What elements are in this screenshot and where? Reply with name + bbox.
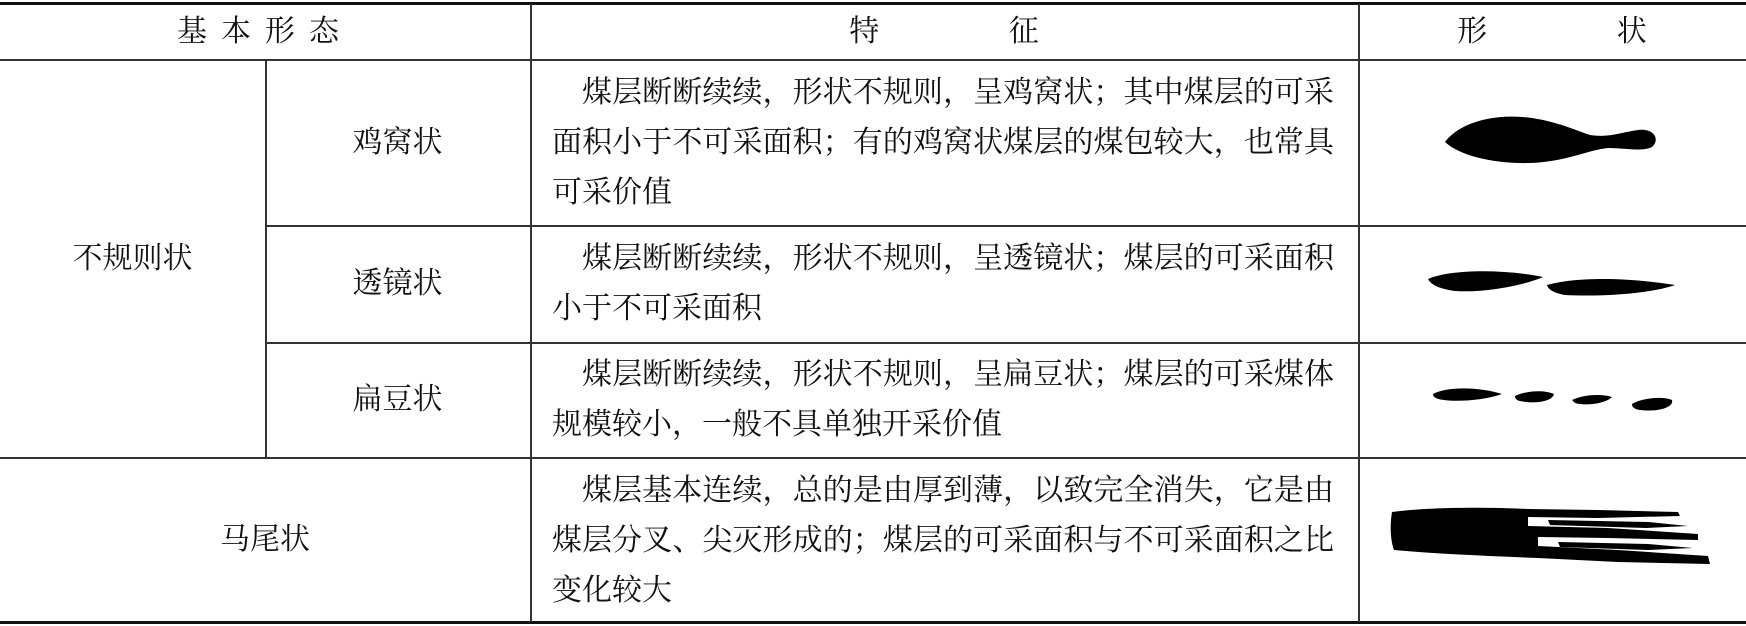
feature-text: 煤层断断续续，形状不规则，呈扁豆状；煤层的可采煤体规模较小，一般不具单独开采价值 [552,357,1334,442]
group-irregular: 不规则状 [72,240,193,276]
header-shape: 形 状 [1457,14,1707,49]
group-horsetail: 马尾状 [220,521,310,557]
form-name: 透镜状 [352,266,443,301]
chicken-nest-shape-icon [1440,110,1670,170]
column-divider [530,4,532,622]
lens-shape-icon [1425,263,1680,303]
form-name: 扁豆状 [352,382,443,417]
feature-text: 煤层基本连续，总的是由厚到薄，以致完全消失，它是由煤层分叉、尖灭形成的；煤层的可采面积与不可采面积之比变化较大 [552,473,1334,608]
table-bottom-rule [0,621,1746,624]
horsetail-shape-icon [1388,504,1718,584]
header-feature: 特 征 [849,14,1099,49]
feature-text: 煤层断断续续，形状不规则，呈鸡窝状；其中煤层的可采面积小于不可采面积；有的鸡窝状煤层的煤包较大，也常具可采价值 [552,75,1334,210]
feature-text: 煤层断断续续，形状不规则，呈透镜状；煤层的可采面积小于不可采面积 [552,241,1334,326]
form-name: 鸡窝状 [352,124,443,160]
column-divider [1358,4,1360,622]
header-basic-form: 基本形态 [177,14,353,49]
lentil-shape-icon [1430,382,1680,418]
